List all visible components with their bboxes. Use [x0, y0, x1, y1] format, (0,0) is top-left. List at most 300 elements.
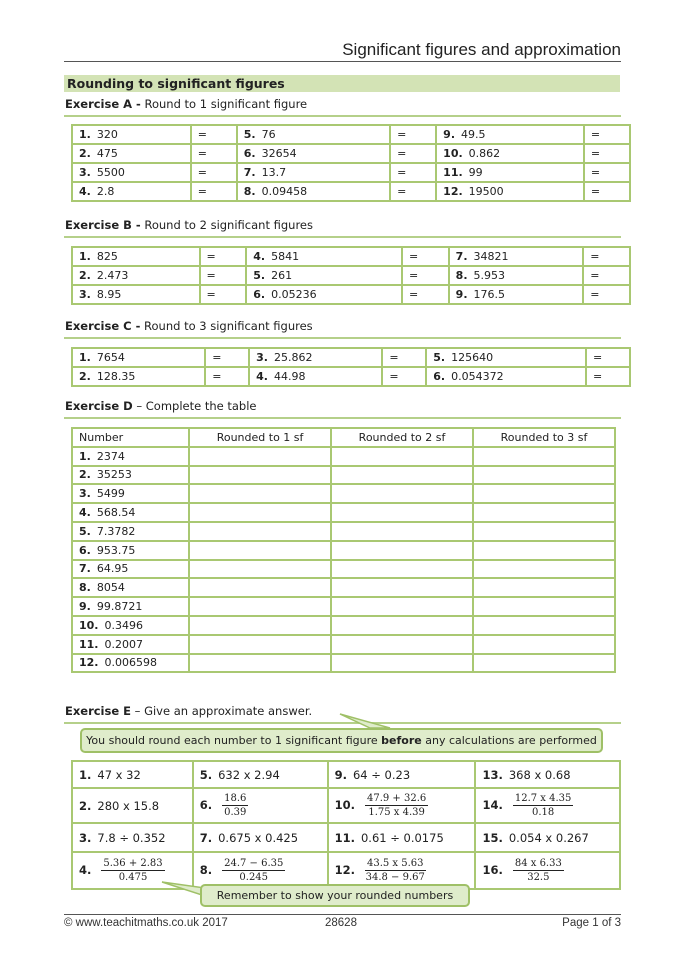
equals-sign: = — [590, 128, 601, 141]
table-row — [72, 788, 620, 823]
question-cell — [449, 247, 584, 266]
table-row — [72, 466, 615, 485]
question-cell — [436, 125, 584, 144]
table-row — [72, 823, 620, 852]
exercise-c-instruction: Round to 3 significant figures — [140, 319, 313, 333]
hint-text: You should round each number to 1 significant figure — [86, 734, 382, 747]
exercise-e-heading — [65, 704, 312, 718]
question-number: 13. — [482, 767, 503, 782]
answer-cell — [390, 163, 436, 182]
question-value: 0.05236 — [271, 288, 317, 301]
number-value: 2374 — [96, 449, 125, 463]
equals-sign: = — [206, 250, 216, 263]
question-cell — [72, 761, 193, 788]
number-value: 5499 — [96, 487, 125, 501]
question-value: 99 — [468, 166, 483, 179]
answer-cell[interactable] — [331, 635, 473, 654]
answer-cell[interactable] — [331, 578, 473, 597]
answer-cell[interactable] — [473, 635, 615, 654]
answer-cell — [584, 144, 630, 163]
question-cell — [426, 367, 586, 386]
question-value: 2.8 — [96, 185, 115, 198]
number-value: 568.54 — [96, 506, 136, 520]
question-cell — [237, 144, 390, 163]
question-cell — [72, 247, 200, 266]
fraction — [513, 793, 574, 818]
question-value: 32654 — [261, 147, 297, 160]
answer-cell[interactable] — [331, 654, 473, 673]
question-number: 9. — [455, 288, 468, 301]
numerator: 12.7 x 4.35 — [514, 793, 572, 804]
equals-sign: = — [389, 370, 399, 383]
question-cell — [72, 266, 200, 285]
answer-cell[interactable] — [189, 503, 331, 522]
question-number: 11. — [334, 830, 355, 845]
question-value: 49.5 — [461, 128, 486, 141]
equals-sign: = — [590, 185, 601, 198]
question-cell — [246, 266, 402, 285]
page-title: Significant figures and approximation — [342, 40, 621, 59]
question-cell — [72, 163, 191, 182]
answer-cell[interactable] — [189, 466, 331, 485]
equals-sign: = — [197, 166, 207, 179]
numerator: 24.7 − 6.35 — [224, 858, 284, 869]
answer-cell[interactable] — [331, 447, 473, 466]
denominator: 0.475 — [118, 872, 148, 883]
question-cell — [328, 788, 476, 823]
table-row — [72, 367, 630, 386]
exercise-c-heading — [65, 319, 313, 333]
question-value: 128.35 — [96, 370, 136, 383]
equals-sign: = — [408, 269, 419, 282]
answer-cell — [402, 285, 449, 304]
question-value: 13.7 — [261, 166, 287, 179]
answer-cell — [390, 144, 436, 163]
answer-cell[interactable] — [473, 484, 615, 503]
question-value: 25.862 — [273, 351, 313, 364]
exercise-b-label: Exercise B - — [65, 218, 141, 232]
number-cell — [72, 484, 189, 503]
denominator: 0.39 — [224, 807, 247, 818]
table-row — [72, 597, 615, 616]
expression: 64 ÷ 0.23 — [352, 767, 411, 782]
question-number: 4. — [79, 185, 91, 198]
table-row — [72, 348, 630, 367]
question-cell — [72, 285, 200, 304]
question-cell — [328, 823, 476, 852]
number-cell — [72, 447, 189, 466]
exercise-b-table — [71, 246, 631, 305]
answer-cell[interactable] — [331, 522, 473, 541]
equals-sign: = — [197, 147, 207, 160]
question-value: 176.5 — [473, 288, 506, 301]
question-cell — [237, 125, 390, 144]
question-number: 8. — [199, 863, 213, 877]
column-header: Number — [72, 428, 189, 447]
equals-sign: = — [212, 351, 222, 364]
answer-cell — [586, 348, 630, 367]
equals-sign: = — [590, 166, 601, 179]
expression: 47 x 32 — [97, 767, 141, 782]
answer-cell[interactable] — [473, 466, 615, 485]
number-value: 99.8721 — [96, 600, 143, 614]
question-number: 4. — [79, 863, 92, 877]
question-number: 3. — [79, 830, 92, 845]
answer-cell[interactable] — [189, 447, 331, 466]
fraction — [513, 858, 564, 883]
question-cell — [193, 761, 328, 788]
question-number: 7. — [243, 166, 256, 179]
answer-cell — [390, 182, 436, 201]
answer-cell — [584, 182, 630, 201]
question-cell — [436, 163, 584, 182]
number-cell — [72, 466, 189, 485]
answer-cell — [191, 163, 237, 182]
number-value: 0.3496 — [104, 618, 143, 632]
answer-cell — [586, 367, 630, 386]
question-value: 5841 — [271, 250, 300, 263]
table-row — [72, 484, 615, 503]
hint-text: any calculations are performed — [421, 734, 597, 747]
table-row — [72, 163, 630, 182]
denominator: 0.18 — [531, 807, 555, 818]
question-number: 12. — [443, 185, 463, 198]
denominator: 34.8 − 9.67 — [365, 872, 425, 883]
table-row — [72, 541, 615, 560]
question-value: 34821 — [473, 250, 509, 263]
question-cell — [72, 125, 191, 144]
question-value: 2.473 — [96, 269, 129, 282]
equals-sign: = — [592, 370, 603, 383]
exercise-b-heading — [65, 218, 313, 232]
question-number: 3. — [79, 487, 91, 501]
denominator: 32.5 — [527, 872, 550, 883]
question-number: 11. — [443, 166, 463, 179]
table-row — [72, 285, 630, 304]
question-number: 14. — [482, 798, 503, 812]
question-cell — [475, 761, 620, 788]
expression: 368 x 0.68 — [508, 767, 571, 782]
answer-cell[interactable] — [331, 503, 473, 522]
divider — [64, 337, 621, 339]
number-value: 0.2007 — [104, 637, 143, 651]
table-row — [72, 578, 615, 597]
question-cell — [193, 823, 328, 852]
question-number: 1. — [79, 351, 91, 364]
question-number: 4. — [256, 370, 268, 383]
question-cell — [72, 182, 191, 201]
answer-cell — [583, 285, 630, 304]
footer-rule — [64, 914, 621, 915]
number-value: 64.95 — [96, 562, 129, 576]
divider — [64, 417, 621, 419]
equals-sign: = — [389, 351, 399, 364]
question-cell — [328, 761, 476, 788]
answer-cell[interactable] — [473, 503, 615, 522]
question-number: 4. — [253, 250, 266, 263]
question-value: 320 — [96, 128, 118, 141]
question-cell — [237, 182, 390, 201]
answer-cell — [205, 348, 249, 367]
question-number: 2. — [79, 370, 91, 383]
question-number: 7. — [79, 562, 91, 576]
number-value: 35253 — [96, 468, 132, 482]
question-number: 2. — [79, 269, 91, 282]
answer-cell[interactable] — [331, 616, 473, 635]
question-cell — [436, 144, 584, 163]
equals-sign: = — [197, 185, 207, 198]
answer-cell — [200, 285, 247, 304]
exercise-a-table — [71, 124, 631, 202]
answer-cell — [191, 144, 237, 163]
table-row — [72, 635, 615, 654]
equals-sign: = — [590, 250, 600, 263]
question-value: 7654 — [96, 351, 125, 364]
question-number: 6. — [253, 288, 266, 301]
table-row — [72, 503, 615, 522]
table-header-row — [72, 428, 615, 447]
equals-sign: = — [408, 288, 419, 301]
expression: 7.8 ÷ 0.352 — [97, 830, 166, 845]
answer-cell — [200, 247, 247, 266]
question-value: 261 — [271, 269, 293, 282]
table-row — [72, 125, 630, 144]
number-cell — [72, 654, 189, 673]
answer-cell — [583, 266, 630, 285]
question-number: 9. — [79, 600, 91, 614]
answer-cell[interactable] — [189, 578, 331, 597]
question-cell — [475, 852, 620, 889]
question-number: 5. — [243, 128, 256, 141]
number-value: 0.006598 — [104, 656, 157, 670]
question-number: 8. — [79, 581, 91, 595]
exercise-e-table — [71, 760, 621, 890]
question-value: 0.09458 — [261, 185, 308, 198]
answer-cell[interactable] — [331, 466, 473, 485]
number-value: 7.3782 — [96, 524, 136, 538]
number-cell — [72, 635, 189, 654]
question-value: 8.95 — [96, 288, 122, 301]
table-row — [72, 447, 615, 466]
exercise-d-table — [71, 427, 616, 673]
question-cell — [436, 182, 584, 201]
answer-cell[interactable] — [473, 597, 615, 616]
equals-sign: = — [397, 128, 407, 141]
equals-sign: = — [397, 147, 407, 160]
question-number: 2. — [79, 147, 91, 160]
answer-cell[interactable] — [473, 447, 615, 466]
answer-cell[interactable] — [189, 597, 331, 616]
question-value: 5.953 — [473, 269, 506, 282]
table-row — [72, 266, 630, 285]
table-row — [72, 761, 620, 788]
exercise-c-label: Exercise C - — [65, 319, 141, 333]
question-cell — [426, 348, 586, 367]
table-row — [72, 522, 615, 541]
answer-cell[interactable] — [331, 597, 473, 616]
question-number: 1. — [79, 449, 91, 463]
answer-cell — [584, 125, 630, 144]
expression: 0.675 x 0.425 — [218, 830, 299, 845]
question-number: 7. — [455, 250, 468, 263]
hint-emphasis: before — [381, 734, 422, 747]
question-number: 4. — [79, 506, 91, 520]
answer-cell[interactable] — [189, 541, 331, 560]
exercise-e-label: Exercise E — [65, 704, 132, 718]
question-value: 825 — [96, 250, 118, 263]
exercise-d-heading — [65, 399, 257, 413]
number-cell — [72, 597, 189, 616]
exercise-b-instruction: Round to 2 significant figures — [140, 218, 313, 232]
question-number: 10. — [334, 798, 355, 812]
footer-code: 28628 — [325, 917, 357, 929]
question-number: 1. — [79, 250, 91, 263]
question-number: 2. — [79, 798, 92, 813]
question-cell — [449, 285, 584, 304]
numerator: 43.5 x 5.63 — [366, 858, 424, 869]
number-cell — [72, 503, 189, 522]
number-cell — [72, 522, 189, 541]
table-row — [72, 560, 615, 579]
question-cell — [72, 823, 193, 852]
answer-cell[interactable] — [189, 616, 331, 635]
section-heading: Rounding to significant figures — [64, 75, 620, 92]
question-number: 7. — [199, 830, 213, 845]
answer-cell[interactable] — [331, 541, 473, 560]
question-cell — [246, 285, 402, 304]
footer-copyright: © www.teachitmaths.co.uk 2017 — [64, 917, 228, 929]
column-header: Rounded to 3 sf — [473, 428, 615, 447]
question-number: 6. — [433, 370, 446, 383]
answer-cell[interactable] — [473, 616, 615, 635]
question-cell — [72, 367, 205, 386]
question-cell — [475, 788, 620, 823]
question-value: 5500 — [96, 166, 125, 179]
question-number: 1. — [79, 767, 92, 782]
question-number: 16. — [482, 863, 503, 877]
table-row — [72, 182, 630, 201]
number-cell — [72, 578, 189, 597]
expression: 280 x 15.8 — [97, 798, 160, 813]
answer-cell — [390, 125, 436, 144]
answer-cell[interactable] — [189, 635, 331, 654]
question-number: 6. — [243, 147, 256, 160]
answer-cell — [583, 247, 630, 266]
numerator: 5.36 + 2.83 — [103, 858, 163, 869]
question-number: 8. — [455, 269, 468, 282]
answer-cell[interactable] — [189, 522, 331, 541]
answer-cell[interactable] — [331, 484, 473, 503]
answer-cell — [382, 367, 426, 386]
question-number: 5. — [433, 351, 446, 364]
question-number: 1. — [79, 128, 91, 141]
table-row — [72, 144, 630, 163]
question-value: 76 — [261, 128, 276, 141]
question-number: 9. — [443, 128, 456, 141]
question-cell — [249, 367, 382, 386]
hint-callout — [80, 728, 603, 753]
answer-cell — [402, 266, 449, 285]
expression: 0.61 ÷ 0.0175 — [360, 830, 444, 845]
question-number: 3. — [79, 166, 91, 179]
exercise-d-instruction: – Complete the table — [132, 399, 257, 413]
equals-sign: = — [397, 185, 407, 198]
number-cell — [72, 616, 189, 635]
question-value: 475 — [96, 147, 118, 160]
answer-cell[interactable] — [473, 560, 615, 579]
table-row — [72, 654, 615, 673]
fraction — [222, 793, 248, 818]
divider — [64, 115, 621, 117]
answer-cell[interactable] — [189, 484, 331, 503]
denominator: 1.75 x 4.39 — [368, 807, 425, 818]
answer-cell[interactable] — [473, 541, 615, 560]
numerator: 18.6 — [224, 793, 247, 804]
equals-sign: = — [212, 370, 222, 383]
equals-sign: = — [590, 269, 600, 282]
answer-cell — [200, 266, 247, 285]
number-value: 953.75 — [96, 543, 136, 557]
exercise-a-label: Exercise A - — [65, 97, 141, 111]
answer-cell[interactable] — [189, 560, 331, 579]
reminder-callout: Remember to show your rounded numbers — [200, 884, 470, 907]
question-cell — [72, 144, 191, 163]
question-cell — [246, 247, 402, 266]
question-value: 0.054372 — [451, 370, 504, 383]
question-cell — [449, 266, 584, 285]
answer-cell[interactable] — [473, 522, 615, 541]
question-number: 2. — [79, 468, 91, 482]
question-number: 12. — [334, 863, 355, 877]
answer-cell — [191, 182, 237, 201]
question-cell — [237, 163, 390, 182]
answer-cell[interactable] — [473, 578, 615, 597]
question-number: 5. — [253, 269, 266, 282]
equals-sign: = — [592, 351, 603, 364]
answer-cell[interactable] — [189, 654, 331, 673]
footer-page-number: Page 1 of 3 — [562, 917, 621, 929]
question-value: 0.862 — [468, 147, 501, 160]
question-value: 19500 — [468, 185, 504, 198]
equals-sign: = — [206, 269, 216, 282]
question-number: 11. — [79, 637, 99, 651]
fraction — [101, 858, 164, 883]
exercise-a-instruction: Round to 1 significant figure — [140, 97, 308, 111]
equals-sign: = — [408, 250, 419, 263]
question-number: 8. — [243, 185, 256, 198]
numerator: 47.9 + 32.6 — [366, 793, 427, 804]
question-number: 10. — [443, 147, 463, 160]
equals-sign: = — [397, 166, 407, 179]
column-header: Rounded to 1 sf — [189, 428, 331, 447]
question-number: 15. — [482, 830, 503, 845]
answer-cell[interactable] — [473, 654, 615, 673]
question-number: 12. — [79, 656, 99, 670]
exercise-a-heading — [65, 97, 307, 111]
numerator: 84 x 6.33 — [514, 858, 562, 869]
question-number: 6. — [79, 543, 91, 557]
question-cell — [193, 788, 328, 823]
exercise-d-label: Exercise D — [65, 399, 133, 413]
expression: 0.054 x 0.267 — [508, 830, 589, 845]
question-number: 6. — [199, 798, 213, 812]
answer-cell — [584, 163, 630, 182]
question-number: 5. — [199, 767, 213, 782]
question-number: 9. — [334, 767, 347, 782]
answer-cell[interactable] — [331, 560, 473, 579]
table-row — [72, 616, 615, 635]
question-number: 3. — [256, 351, 268, 364]
